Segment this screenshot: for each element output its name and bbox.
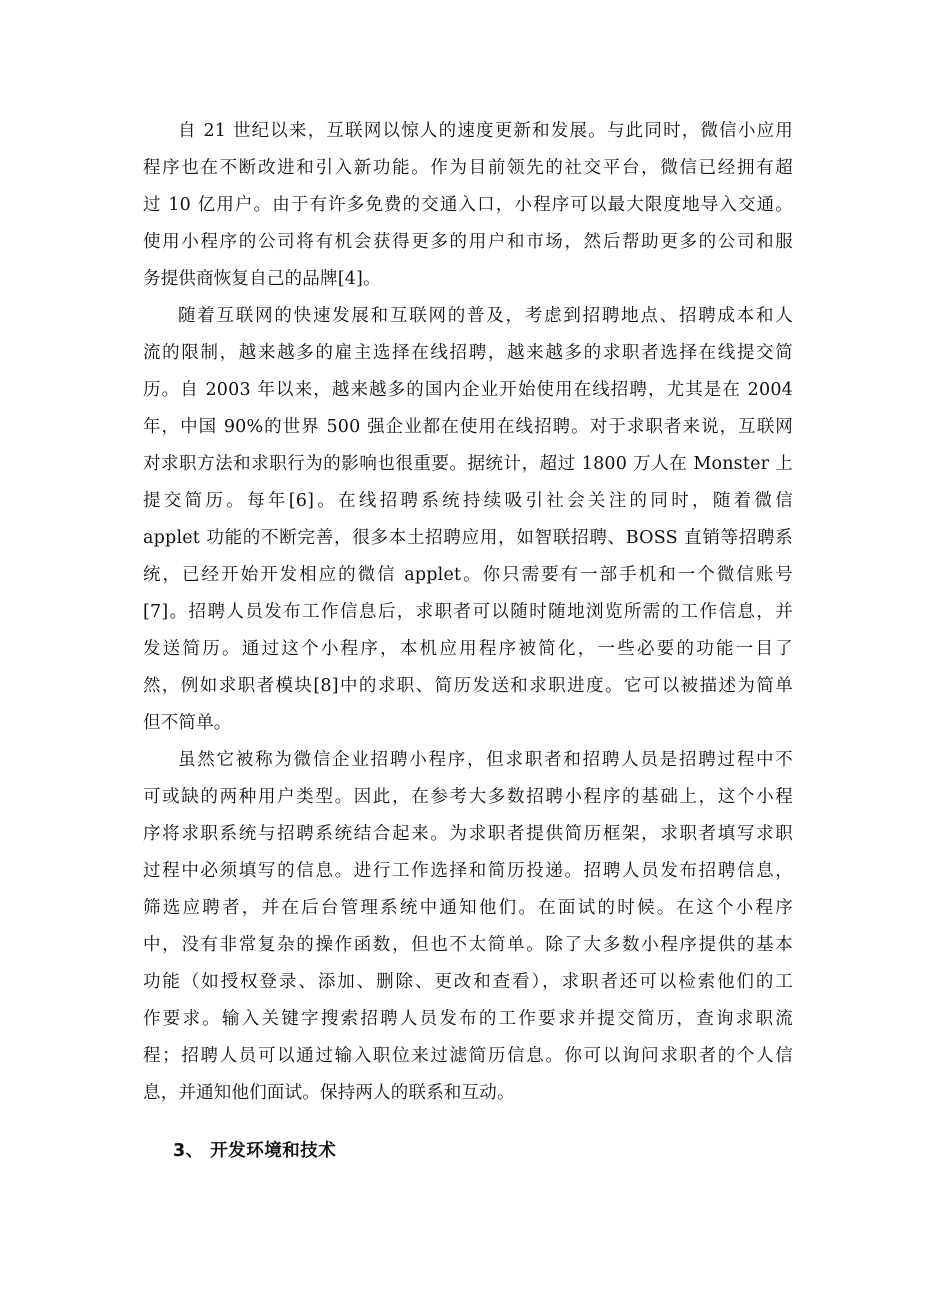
text-line: applet 功能的不断完善，很多本土招聘应用，如智联招聘、BOSS 直销等招聘系: [143, 528, 793, 548]
text-line: 然，例如求职者模块[8]中的求职、简历发送和求职进度。它可以被描述为简单: [143, 676, 793, 696]
text-line: 中，没有非常复杂的操作函数，但也不太简单。除了大多数小程序提供的基本: [143, 935, 793, 955]
text-line: 历。自 2003 年以来，越来越多的国内企业开始使用在线招聘，尤其是在 2004: [143, 380, 793, 400]
text-line: 但不简单。: [143, 713, 232, 733]
text-line: 可或缺的两种用户类型。因此，在参考大多数招聘小程序的基础上，这个小程: [143, 787, 793, 807]
text-line: 使用小程序的公司将有机会获得更多的用户和市场，然后帮助更多的公司和服: [143, 232, 793, 252]
text-line: 发送简历。通过这个小程序，本机应用程序被简化，一些必要的功能一目了: [143, 639, 793, 659]
text-line: 序将求职系统与招聘系统结合起来。为求职者提供简历框架，求职者填写求职: [143, 824, 793, 844]
text-line: 虽然它被称为微信企业招聘小程序，但求职者和招聘人员是招聘过程中不: [178, 750, 793, 770]
text-line: 随着互联网的快速发展和互联网的普及，考虑到招聘地点、招聘成本和人: [178, 306, 793, 326]
text-line: 功能（如授权登录、添加、删除、更改和查看），求职者还可以检索他们的工: [143, 972, 793, 992]
text-line: 对求职方法和求职行为的影响也很重要。据统计，超过 1800 万人在 Monster 上: [143, 454, 793, 474]
text-line: 年，中国 90%的世界 500 强企业都在使用在线招聘。对于求职者来说，互联网: [143, 417, 793, 437]
text-line: 统，已经开始开发相应的微信 applet。你只需要有一部手机和一个微信账号: [143, 565, 793, 585]
text-line: 过程中必须填写的信息。进行工作选择和简历投递。招聘人员发布招聘信息，: [143, 861, 793, 881]
text-line: [7]。招聘人员发布工作信息后，求职者可以随时随地浏览所需的工作信息，并: [143, 602, 793, 622]
text-line: 务提供商恢复自己的品牌[4]。: [143, 269, 381, 289]
text-line: 自 21 世纪以来，互联网以惊人的速度更新和发展。与此同时，微信小应用: [178, 121, 793, 141]
text-line: 息，并通知他们面试。保持两人的联系和互动。: [143, 1083, 515, 1103]
text-line: 提交简历。每年[6]。在线招聘系统持续吸引社会关注的同时，随着微信: [143, 491, 793, 511]
text-line: 作要求。输入关键字搜索招聘人员发布的工作要求并提交简历，查询求职流: [143, 1009, 793, 1029]
text-line: 程；招聘人员可以通过输入职位来过滤简历信息。你可以询问求职者的个人信: [143, 1046, 793, 1066]
text-line: 程序也在不断改进和引入新功能。作为目前领先的社交平台，微信已经拥有超: [143, 158, 793, 178]
text-line: 流的限制，越来越多的雇主选择在线招聘，越来越多的求职者选择在线提交简: [143, 343, 793, 363]
text-line: 过 10 亿用户。由于有许多免费的交通入口，小程序可以最大限度地导入交通。: [143, 195, 793, 215]
section-heading: 3、 开发环境和技术: [173, 1141, 337, 1161]
text-line: 筛选应聘者，并在后台管理系统中通知他们。在面试的时候。在这个小程序: [143, 898, 793, 918]
